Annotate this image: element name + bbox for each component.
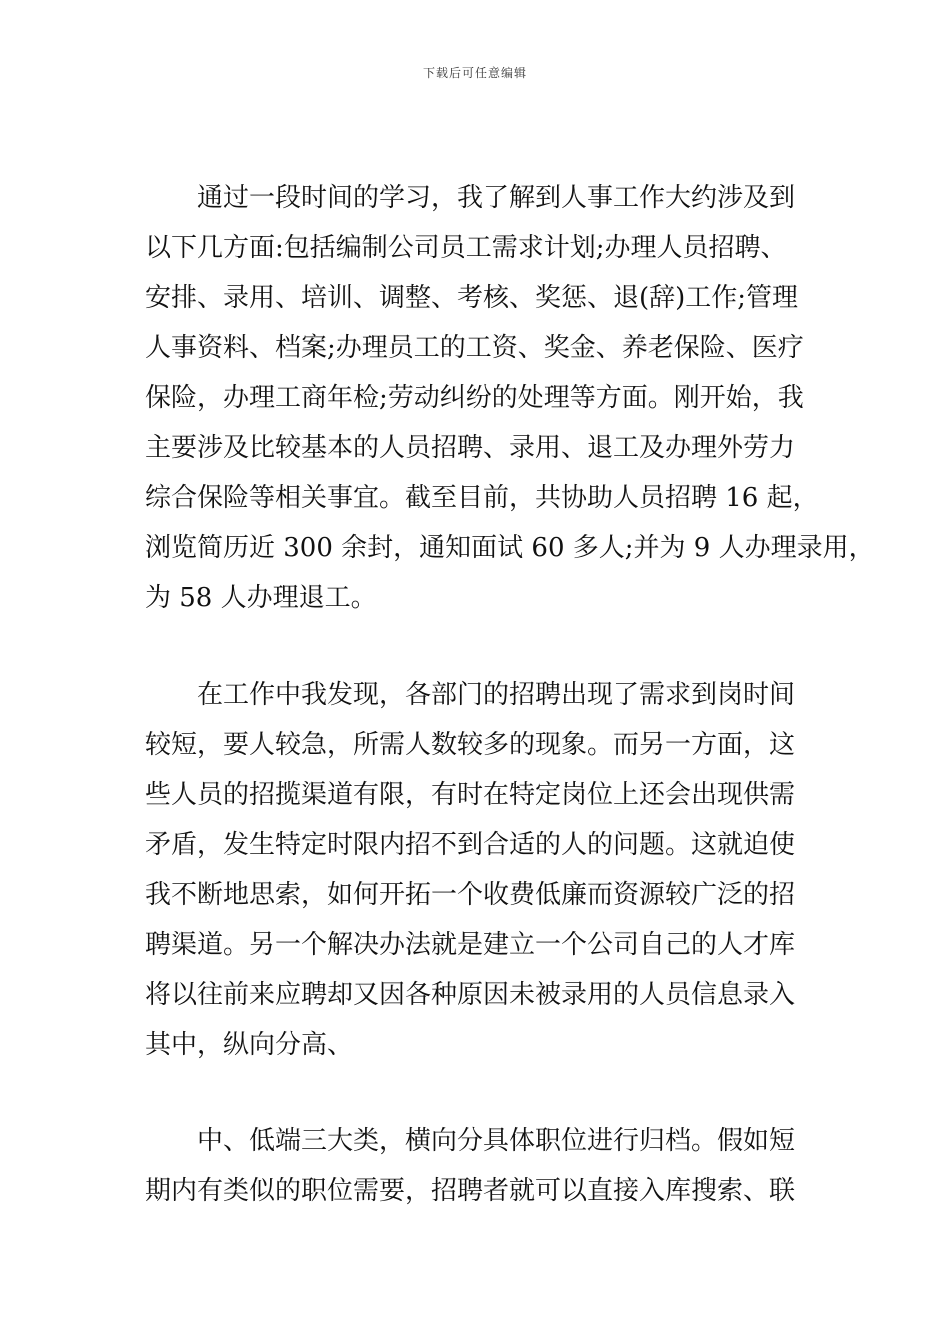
text-line: 为 58 人办理退工。 (145, 583, 377, 613)
text-line: 主要涉及比较基本的人员招聘、录用、退工及办理外劳力 (145, 433, 796, 463)
text-line: 将以往前来应聘却又因各种原因未被录用的人员信息录入 (145, 980, 796, 1010)
text-line: 综合保险等相关事宜。截至目前，共协助人员招聘 16 起， (145, 483, 819, 513)
text-line: 在工作中我发现，各部门的招聘出现了需求到岗时间 (197, 680, 796, 710)
page-header: 下载后可任意编辑 (422, 66, 527, 80)
text-line: 其中，纵向分高、 (145, 1030, 354, 1060)
text-line: 中、低端三大类，横向分具体职位进行归档。假如短 (197, 1126, 796, 1156)
text-line: 保险，办理工商年检;劳动纠纷的处理等方面。刚开始，我 (145, 383, 804, 413)
text-line: 期内有类似的职位需要，招聘者就可以直接入库搜索、联 (145, 1176, 796, 1206)
text-line: 些人员的招揽渠道有限，有时在特定岗位上还会出现供需 (145, 780, 796, 810)
text-line: 通过一段时间的学习，我了解到人事工作大约涉及到 (197, 183, 796, 213)
text-line: 人事资料、档案;办理员工的工资、奖金、养老保险、医疗 (145, 333, 804, 363)
text-line: 我不断地思索，如何开拓一个收费低廉而资源较广泛的招 (145, 880, 796, 910)
text-line: 聘渠道。另一个解决办法就是建立一个公司自己的人才库 (145, 930, 796, 960)
paragraph-1 (145, 173, 875, 623)
paragraph-3 (145, 1116, 825, 1216)
text-line: 浏览简历近 300 余封，通知面试 60 多人;并为 9 人办理录用， (145, 533, 875, 563)
text-line: 安排、录用、培训、调整、考核、奖惩、退(辞)工作;管理 (145, 283, 799, 313)
text-line: 较短，要人较急，所需人数较多的现象。而另一方面，这 (145, 730, 796, 760)
paragraph-2 (145, 670, 825, 1070)
text-line: 以下几方面:包括编制公司员工需求计划;办理人员招聘、 (145, 233, 787, 263)
text-line: 矛盾，发生特定时限内招不到合适的人的问题。这就迫使 (145, 830, 796, 860)
